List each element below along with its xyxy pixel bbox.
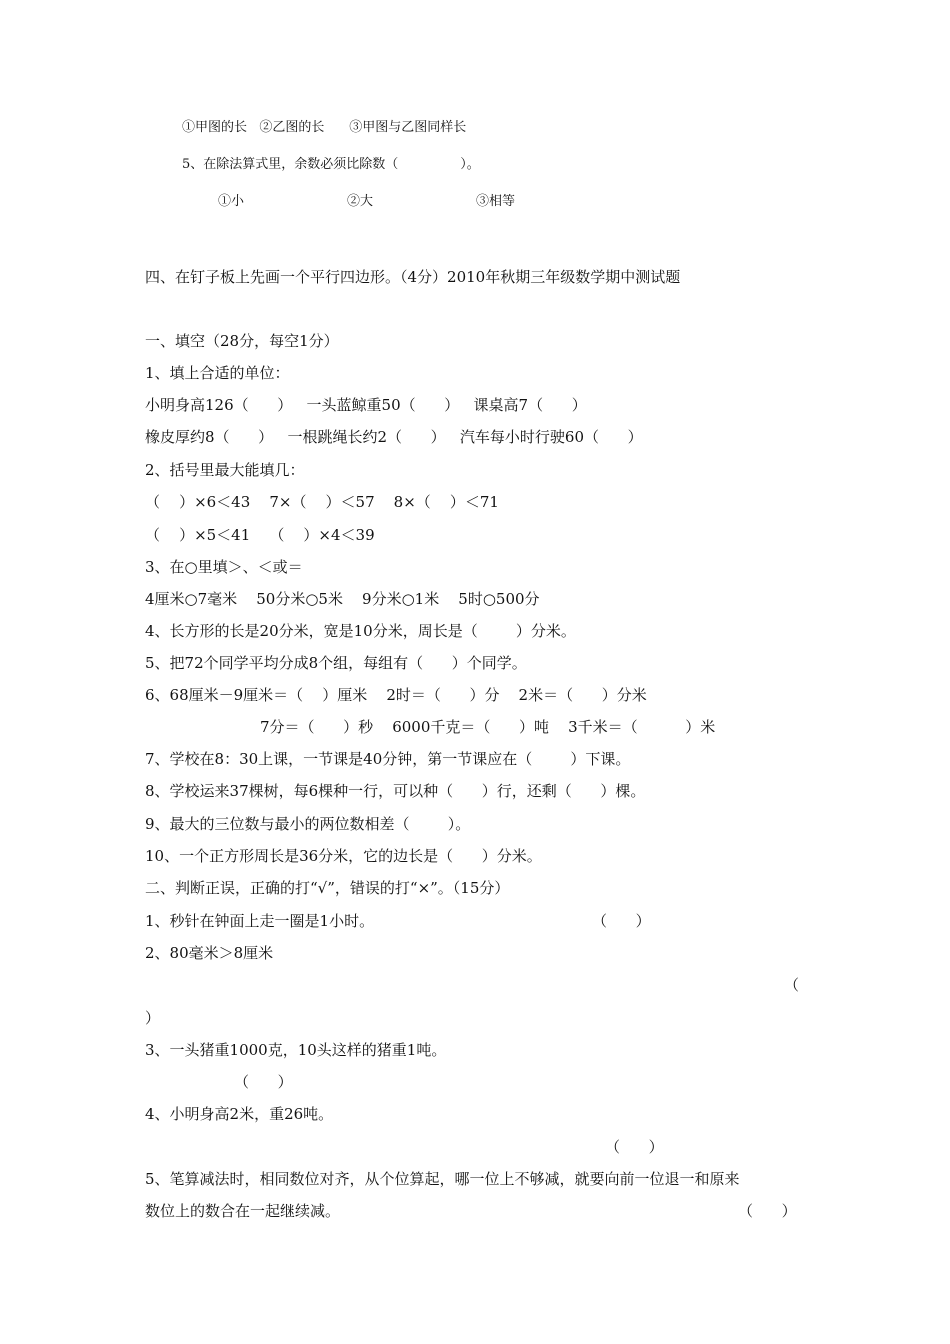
section-1-title: 一、填空（28分，每空1分） xyxy=(145,332,339,350)
fill-q2: 2、括号里最大能填几： xyxy=(145,461,305,479)
judge-q3-answer-paren: （ ） xyxy=(234,1073,293,1091)
section-4-title: 四、在钉子板上先画一个平行四边形。（4分）2010年秋期三年级数学期中测试题 xyxy=(145,268,681,286)
previous-question-options: ①甲图的长 ②乙图的长 ③甲图与乙图同样长 xyxy=(182,120,467,135)
option-3: ③相等 xyxy=(476,194,516,209)
fill-q8: 8、学校运来37棵树，每6棵种一行，可以种（ ）行，还剩（ ）棵。 xyxy=(145,782,646,800)
option-2: ②大 xyxy=(347,194,374,209)
fill-q1: 1、填上合适的单位： xyxy=(145,364,290,382)
judge-q5-line1: 5、笔算减法时，相同数位对齐，从个位算起，哪一位上不够减，就要向前一位退一和原来 xyxy=(145,1170,740,1188)
fill-q9: 9、最大的三位数与最小的两位数相差（ ）。 xyxy=(145,815,471,833)
fill-q10: 10、一个正方形周长是36分米，它的边长是（ ）分米。 xyxy=(145,847,542,865)
judge-q1-answer-paren: （ ） xyxy=(592,912,651,930)
fill-q6-line2: 7分＝（ ）秒 6000千克＝（ ）吨 3千米＝（ ）米 xyxy=(260,718,716,736)
judge-q2-paren-open: （ xyxy=(784,976,800,994)
judge-q4-answer-paren: （ ） xyxy=(605,1138,664,1156)
judge-q4: 4、小明身高2米，重26吨。 xyxy=(145,1105,334,1123)
fill-q2-line2: （ ）×5＜41 （ ）×4＜39 xyxy=(145,526,375,544)
judge-q2: 2、80毫米＞8厘米 xyxy=(145,944,274,962)
judge-q5-line2: 数位上的数合在一起继续减。 xyxy=(145,1202,341,1220)
fill-q3-line1: 4厘米○7毫米 50分米○5米 9分米○1米 5时○500分 xyxy=(145,590,540,608)
fill-q5: 5、把72个同学平均分成8个组，每组有（ ）个同学。 xyxy=(145,654,527,672)
fill-q4: 4、长方形的长是20分米，宽是10分米，周长是（ ）分米。 xyxy=(145,622,576,640)
fill-q7: 7、学校在8：30上课，一节课是40分钟，第一节课应在（ ）下课。 xyxy=(145,750,631,768)
fill-q1-line2: 橡皮厚约8（ ） 一根跳绳长约2（ ） 汽车每小时行驶60（ ） xyxy=(145,428,643,446)
judge-q3: 3、一头猪重1000克，10头这样的猪重1吨。 xyxy=(145,1041,447,1059)
judge-q1: 1、秒针在钟面上走一圈是1小时。 xyxy=(145,912,375,930)
fill-q3: 3、在○里填＞、＜或＝ xyxy=(145,558,303,576)
judge-q5-answer-paren: （ ） xyxy=(738,1202,797,1220)
fill-q6-line1: 6、68厘米－9厘米＝（ ）厘米 2时＝（ ）分 2米＝（ ）分米 xyxy=(145,686,647,704)
fill-q2-line1: （ ）×6＜43 7×（ ）＜57 8×（ ）＜71 xyxy=(145,493,499,511)
fill-q1-line1: 小明身高126（ ） 一头蓝鲸重50（ ） 课桌高7（ ） xyxy=(145,396,587,414)
judge-q2-paren-close: ） xyxy=(145,1009,161,1027)
section-2-title: 二、判断正误，正确的打“√”，错误的打“×”。（15分） xyxy=(145,879,510,897)
option-1: ①小 xyxy=(218,194,245,209)
question-5-remainder: 5、在除法算式里，余数必须比除数（ ）。 xyxy=(182,157,480,172)
